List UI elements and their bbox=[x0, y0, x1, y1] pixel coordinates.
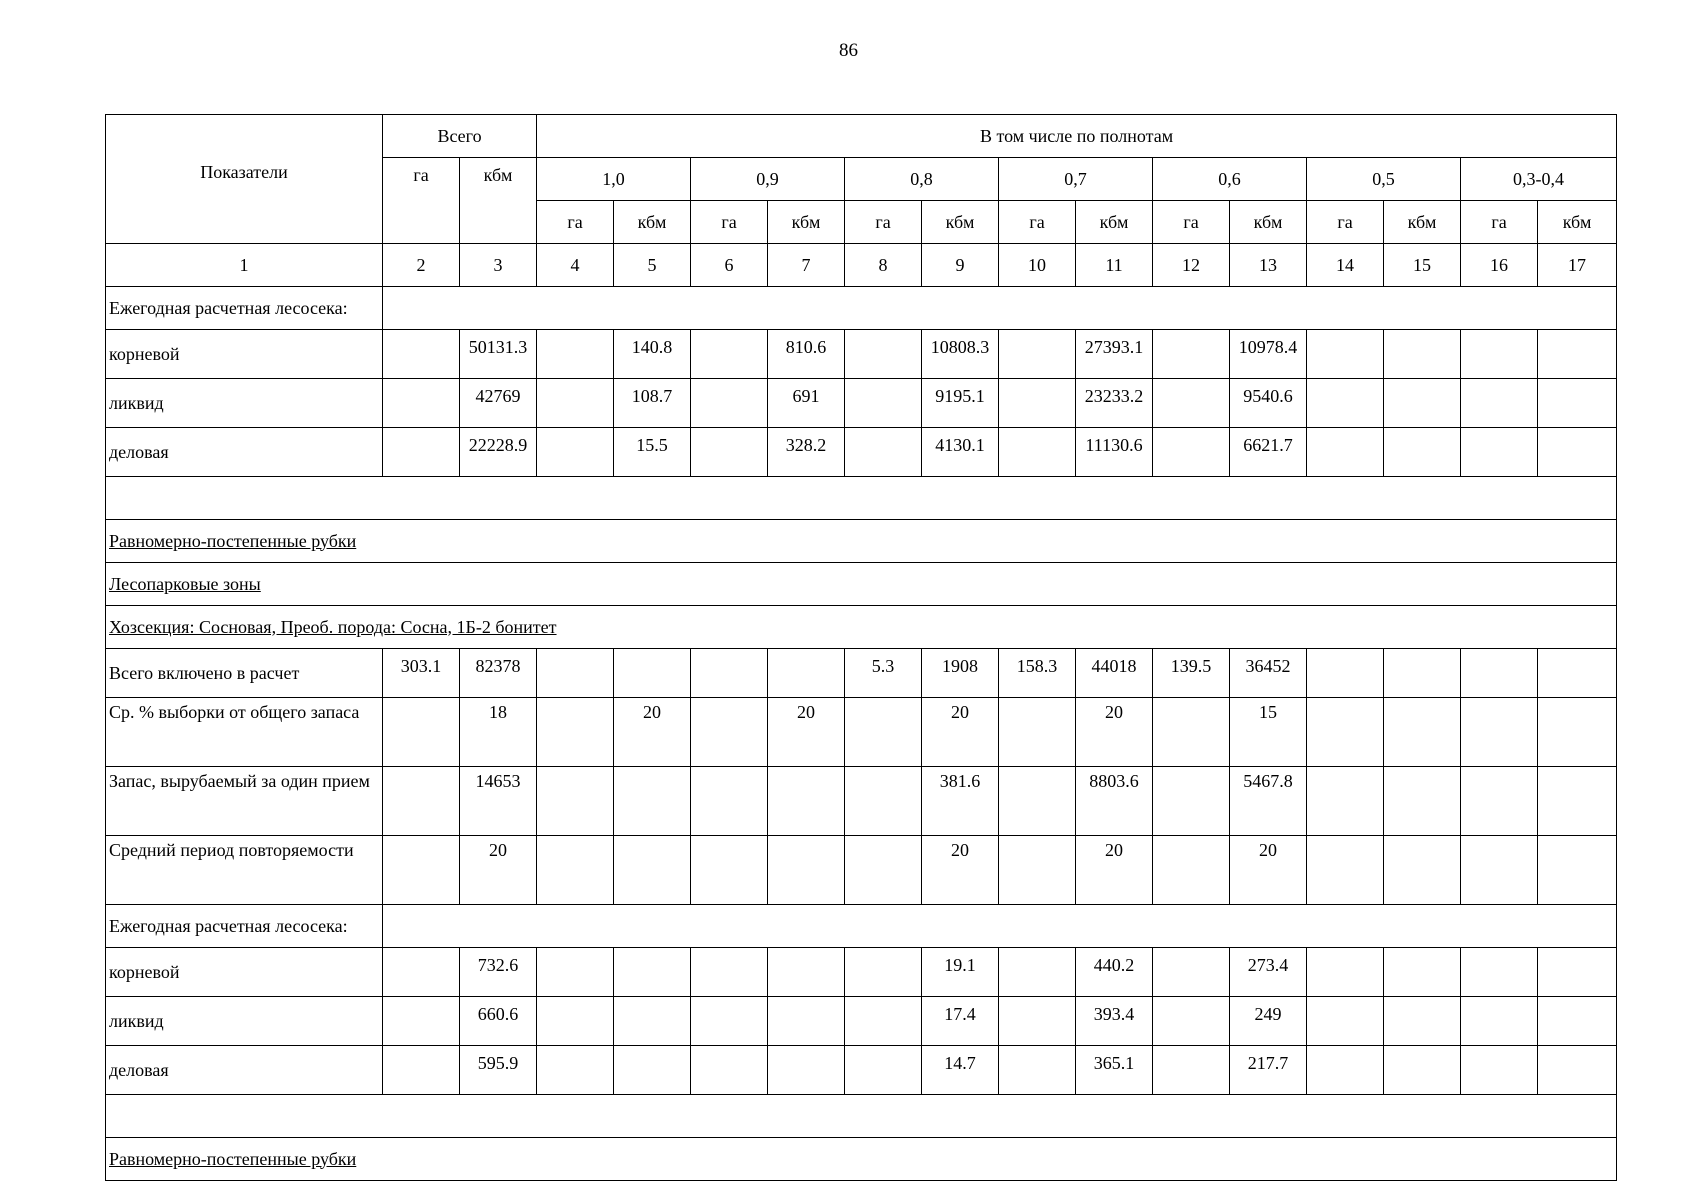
cell: 15 bbox=[1230, 698, 1307, 767]
header-density: 1,0 bbox=[537, 158, 691, 201]
cell bbox=[1307, 948, 1384, 997]
cell bbox=[1461, 698, 1538, 767]
cell bbox=[691, 428, 768, 477]
cell bbox=[691, 948, 768, 997]
header-total-kbm: кбм bbox=[460, 158, 537, 244]
cell bbox=[383, 948, 460, 997]
header-unit-ha: га bbox=[537, 201, 614, 244]
cell bbox=[691, 649, 768, 698]
cell bbox=[383, 997, 460, 1046]
cell bbox=[768, 836, 845, 905]
header-unit-ha: га bbox=[1307, 201, 1384, 244]
column-numbers-row bbox=[106, 244, 1617, 287]
cell bbox=[1461, 767, 1538, 836]
cell bbox=[383, 836, 460, 905]
cell bbox=[1384, 428, 1461, 477]
cell: 18 bbox=[460, 698, 537, 767]
table-row bbox=[106, 379, 1617, 428]
cell bbox=[1538, 1046, 1617, 1095]
cell bbox=[537, 836, 614, 905]
cell bbox=[1307, 649, 1384, 698]
cell bbox=[845, 767, 922, 836]
col-number: 3 bbox=[460, 244, 537, 287]
cell bbox=[999, 1046, 1076, 1095]
header-density: 0,6 bbox=[1153, 158, 1307, 201]
cell bbox=[614, 767, 691, 836]
header-total-ha: га bbox=[383, 158, 460, 244]
cell bbox=[1307, 379, 1384, 428]
col-number: 1 bbox=[106, 244, 383, 287]
cell: 365.1 bbox=[1076, 1046, 1153, 1095]
table-row bbox=[106, 767, 1617, 836]
page-number: 86 bbox=[839, 40, 858, 61]
cell bbox=[999, 767, 1076, 836]
cell bbox=[1153, 836, 1230, 905]
row-label: ликвид bbox=[106, 379, 383, 428]
cell: 44018 bbox=[1076, 649, 1153, 698]
header-unit-kbm: кбм bbox=[1538, 201, 1617, 244]
header-unit-kbm: кбм bbox=[1384, 201, 1461, 244]
cell bbox=[537, 997, 614, 1046]
row-label: ликвид bbox=[106, 997, 383, 1046]
cell: 732.6 bbox=[460, 948, 537, 997]
cell: 11130.6 bbox=[1076, 428, 1153, 477]
cell: 108.7 bbox=[614, 379, 691, 428]
cell bbox=[1153, 428, 1230, 477]
table-row bbox=[106, 649, 1617, 698]
col-number: 9 bbox=[922, 244, 999, 287]
cell: 23233.2 bbox=[1076, 379, 1153, 428]
col-number: 13 bbox=[1230, 244, 1307, 287]
cell bbox=[1307, 1046, 1384, 1095]
cell: 381.6 bbox=[922, 767, 999, 836]
cell: 5.3 bbox=[845, 649, 922, 698]
cell: 139.5 bbox=[1153, 649, 1230, 698]
cell: 440.2 bbox=[1076, 948, 1153, 997]
cell bbox=[691, 767, 768, 836]
cell bbox=[1384, 649, 1461, 698]
col-number: 12 bbox=[1153, 244, 1230, 287]
cell bbox=[999, 948, 1076, 997]
cell bbox=[1538, 649, 1617, 698]
cell bbox=[1461, 948, 1538, 997]
cell bbox=[1461, 836, 1538, 905]
col-number: 8 bbox=[845, 244, 922, 287]
header-unit-kbm: кбм bbox=[1076, 201, 1153, 244]
cell bbox=[691, 330, 768, 379]
header-unit-ha: га bbox=[1461, 201, 1538, 244]
cell bbox=[1538, 379, 1617, 428]
cell bbox=[1538, 428, 1617, 477]
cell bbox=[614, 836, 691, 905]
header-indicators: Показатели bbox=[106, 115, 383, 244]
cell: 27393.1 bbox=[1076, 330, 1153, 379]
cell bbox=[1384, 698, 1461, 767]
header-unit-kbm: кбм bbox=[1230, 201, 1307, 244]
cell bbox=[1461, 330, 1538, 379]
table-row bbox=[106, 563, 1617, 606]
cell bbox=[1307, 997, 1384, 1046]
cell bbox=[1461, 428, 1538, 477]
cell bbox=[999, 698, 1076, 767]
row-label: корневой bbox=[106, 948, 383, 997]
cell bbox=[614, 649, 691, 698]
cell: 303.1 bbox=[383, 649, 460, 698]
table-row bbox=[106, 836, 1617, 905]
cell bbox=[537, 428, 614, 477]
row-label: Запас, вырубаемый за один прием bbox=[106, 767, 383, 836]
cell bbox=[537, 948, 614, 997]
cell: 273.4 bbox=[1230, 948, 1307, 997]
cell bbox=[537, 330, 614, 379]
col-number: 5 bbox=[614, 244, 691, 287]
header-unit-ha: га bbox=[999, 201, 1076, 244]
header-density: 0,7 bbox=[999, 158, 1153, 201]
row-spacer bbox=[383, 905, 1617, 948]
header-unit-ha: га bbox=[845, 201, 922, 244]
row-label: Всего включено в расчет bbox=[106, 649, 383, 698]
cell: 42769 bbox=[460, 379, 537, 428]
cell bbox=[1153, 1046, 1230, 1095]
cell bbox=[1538, 698, 1617, 767]
cell: 691 bbox=[768, 379, 845, 428]
cell: 20 bbox=[1230, 836, 1307, 905]
cell bbox=[614, 948, 691, 997]
cell bbox=[845, 836, 922, 905]
header-unit-kbm: кбм bbox=[614, 201, 691, 244]
cell bbox=[1461, 1046, 1538, 1095]
cell: 36452 bbox=[1230, 649, 1307, 698]
row-label: Ср. % выборки от общего запаса bbox=[106, 698, 383, 767]
header-total: Всего bbox=[383, 115, 537, 158]
cell bbox=[691, 1046, 768, 1095]
header-unit-ha: га bbox=[1153, 201, 1230, 244]
cell bbox=[537, 379, 614, 428]
cell: 50131.3 bbox=[460, 330, 537, 379]
cell bbox=[1384, 767, 1461, 836]
cell bbox=[1538, 997, 1617, 1046]
cell: 6621.7 bbox=[1230, 428, 1307, 477]
cell: 20 bbox=[768, 698, 845, 767]
cell bbox=[1461, 997, 1538, 1046]
cell bbox=[768, 767, 845, 836]
header-unit-ha: га bbox=[691, 201, 768, 244]
cell bbox=[999, 836, 1076, 905]
cell bbox=[691, 997, 768, 1046]
cell: 14653 bbox=[460, 767, 537, 836]
header-density: 0,8 bbox=[845, 158, 999, 201]
cell bbox=[1307, 330, 1384, 379]
row-label: деловая bbox=[106, 1046, 383, 1095]
row-label: Ежегодная расчетная лесосека: bbox=[106, 905, 383, 948]
cell: 10808.3 bbox=[922, 330, 999, 379]
col-number: 14 bbox=[1307, 244, 1384, 287]
cell: 9540.6 bbox=[1230, 379, 1307, 428]
cell bbox=[614, 1046, 691, 1095]
cell bbox=[1153, 767, 1230, 836]
empty-row bbox=[106, 1095, 1617, 1138]
table-row bbox=[106, 1138, 1617, 1181]
cell: 393.4 bbox=[1076, 997, 1153, 1046]
cell: 15.5 bbox=[614, 428, 691, 477]
cell bbox=[845, 330, 922, 379]
cell bbox=[537, 767, 614, 836]
table-row bbox=[106, 606, 1617, 649]
cell bbox=[1384, 836, 1461, 905]
cell bbox=[537, 698, 614, 767]
table-row-empty bbox=[106, 1095, 1617, 1138]
cell: 20 bbox=[922, 836, 999, 905]
cell bbox=[1153, 948, 1230, 997]
row-label: корневой bbox=[106, 330, 383, 379]
row-spacer bbox=[383, 287, 1617, 330]
section-title: Равномерно-постепенные рубки bbox=[106, 520, 1617, 563]
cell bbox=[691, 836, 768, 905]
cell: 328.2 bbox=[768, 428, 845, 477]
cell bbox=[1384, 330, 1461, 379]
cell: 82378 bbox=[460, 649, 537, 698]
cell bbox=[537, 1046, 614, 1095]
section-title: Равномерно-постепенные рубки bbox=[106, 1138, 1617, 1181]
section-title: Лесопарковые зоны bbox=[106, 563, 1617, 606]
cell bbox=[691, 379, 768, 428]
cell bbox=[845, 1046, 922, 1095]
cell: 14.7 bbox=[922, 1046, 999, 1095]
cell bbox=[1153, 997, 1230, 1046]
col-number: 2 bbox=[383, 244, 460, 287]
cell bbox=[768, 948, 845, 997]
cell bbox=[1153, 379, 1230, 428]
cell bbox=[1384, 1046, 1461, 1095]
cell: 20 bbox=[460, 836, 537, 905]
cell bbox=[845, 997, 922, 1046]
header-unit-kbm: кбм bbox=[768, 201, 845, 244]
cell: 1908 bbox=[922, 649, 999, 698]
cell bbox=[1538, 836, 1617, 905]
cell bbox=[845, 948, 922, 997]
cell: 4130.1 bbox=[922, 428, 999, 477]
cell bbox=[383, 428, 460, 477]
cell: 22228.9 bbox=[460, 428, 537, 477]
cell: 10978.4 bbox=[1230, 330, 1307, 379]
cell bbox=[383, 330, 460, 379]
cell bbox=[768, 1046, 845, 1095]
table-row bbox=[106, 698, 1617, 767]
cell bbox=[1153, 698, 1230, 767]
cell bbox=[1307, 698, 1384, 767]
cell: 20 bbox=[922, 698, 999, 767]
cell bbox=[383, 1046, 460, 1095]
section-title: Хозсекция: Сосновая, Преоб. порода: Сосна, 1Б-2 бонитет bbox=[106, 606, 1617, 649]
header-density: 0,3-0,4 bbox=[1461, 158, 1617, 201]
cell: 810.6 bbox=[768, 330, 845, 379]
col-number: 4 bbox=[537, 244, 614, 287]
table-row bbox=[106, 948, 1617, 997]
cell: 9195.1 bbox=[922, 379, 999, 428]
cell bbox=[768, 997, 845, 1046]
cell: 595.9 bbox=[460, 1046, 537, 1095]
cell bbox=[1307, 428, 1384, 477]
col-number: 17 bbox=[1538, 244, 1617, 287]
cell: 217.7 bbox=[1230, 1046, 1307, 1095]
cell bbox=[1538, 330, 1617, 379]
cell: 19.1 bbox=[922, 948, 999, 997]
cell bbox=[614, 997, 691, 1046]
table-row bbox=[106, 520, 1617, 563]
cell: 5467.8 bbox=[1230, 767, 1307, 836]
table-row bbox=[106, 997, 1617, 1046]
table-row-empty bbox=[106, 477, 1617, 520]
cell: 660.6 bbox=[460, 997, 537, 1046]
header-density: 0,9 bbox=[691, 158, 845, 201]
cell bbox=[999, 997, 1076, 1046]
col-number: 10 bbox=[999, 244, 1076, 287]
cell: 8803.6 bbox=[1076, 767, 1153, 836]
table-row bbox=[106, 330, 1617, 379]
header-including-densities: В том числе по полнотам bbox=[537, 115, 1617, 158]
col-number: 7 bbox=[768, 244, 845, 287]
cell bbox=[845, 379, 922, 428]
table-row bbox=[106, 1046, 1617, 1095]
cell bbox=[1538, 767, 1617, 836]
header-density: 0,5 bbox=[1307, 158, 1461, 201]
table-row bbox=[106, 905, 1617, 948]
cell bbox=[1538, 948, 1617, 997]
col-number: 15 bbox=[1384, 244, 1461, 287]
cell bbox=[1461, 379, 1538, 428]
cell bbox=[1384, 379, 1461, 428]
cell: 20 bbox=[1076, 836, 1153, 905]
cell: 140.8 bbox=[614, 330, 691, 379]
row-label: Ежегодная расчетная лесосека: bbox=[106, 287, 383, 330]
empty-row bbox=[106, 477, 1617, 520]
cell bbox=[999, 330, 1076, 379]
cell bbox=[383, 698, 460, 767]
cell bbox=[691, 698, 768, 767]
cell bbox=[537, 649, 614, 698]
cell bbox=[845, 428, 922, 477]
cell: 17.4 bbox=[922, 997, 999, 1046]
cell bbox=[1384, 997, 1461, 1046]
cell bbox=[999, 379, 1076, 428]
cell bbox=[383, 767, 460, 836]
col-number: 11 bbox=[1076, 244, 1153, 287]
cell: 20 bbox=[614, 698, 691, 767]
cell bbox=[1461, 649, 1538, 698]
cell bbox=[1307, 767, 1384, 836]
cell bbox=[383, 379, 460, 428]
cell bbox=[999, 428, 1076, 477]
table-row bbox=[106, 428, 1617, 477]
col-number: 6 bbox=[691, 244, 768, 287]
row-label: деловая bbox=[106, 428, 383, 477]
cell bbox=[1384, 948, 1461, 997]
cell: 158.3 bbox=[999, 649, 1076, 698]
cell bbox=[845, 698, 922, 767]
cell bbox=[1307, 836, 1384, 905]
header-unit-kbm: кбм bbox=[922, 201, 999, 244]
table-row bbox=[106, 287, 1617, 330]
cell bbox=[768, 649, 845, 698]
cell: 20 bbox=[1076, 698, 1153, 767]
forest-cutting-table bbox=[105, 114, 1617, 1181]
cell bbox=[1153, 330, 1230, 379]
header-row-1 bbox=[106, 115, 1617, 158]
cell: 249 bbox=[1230, 997, 1307, 1046]
col-number: 16 bbox=[1461, 244, 1538, 287]
row-label: Средний период повторяемости bbox=[106, 836, 383, 905]
